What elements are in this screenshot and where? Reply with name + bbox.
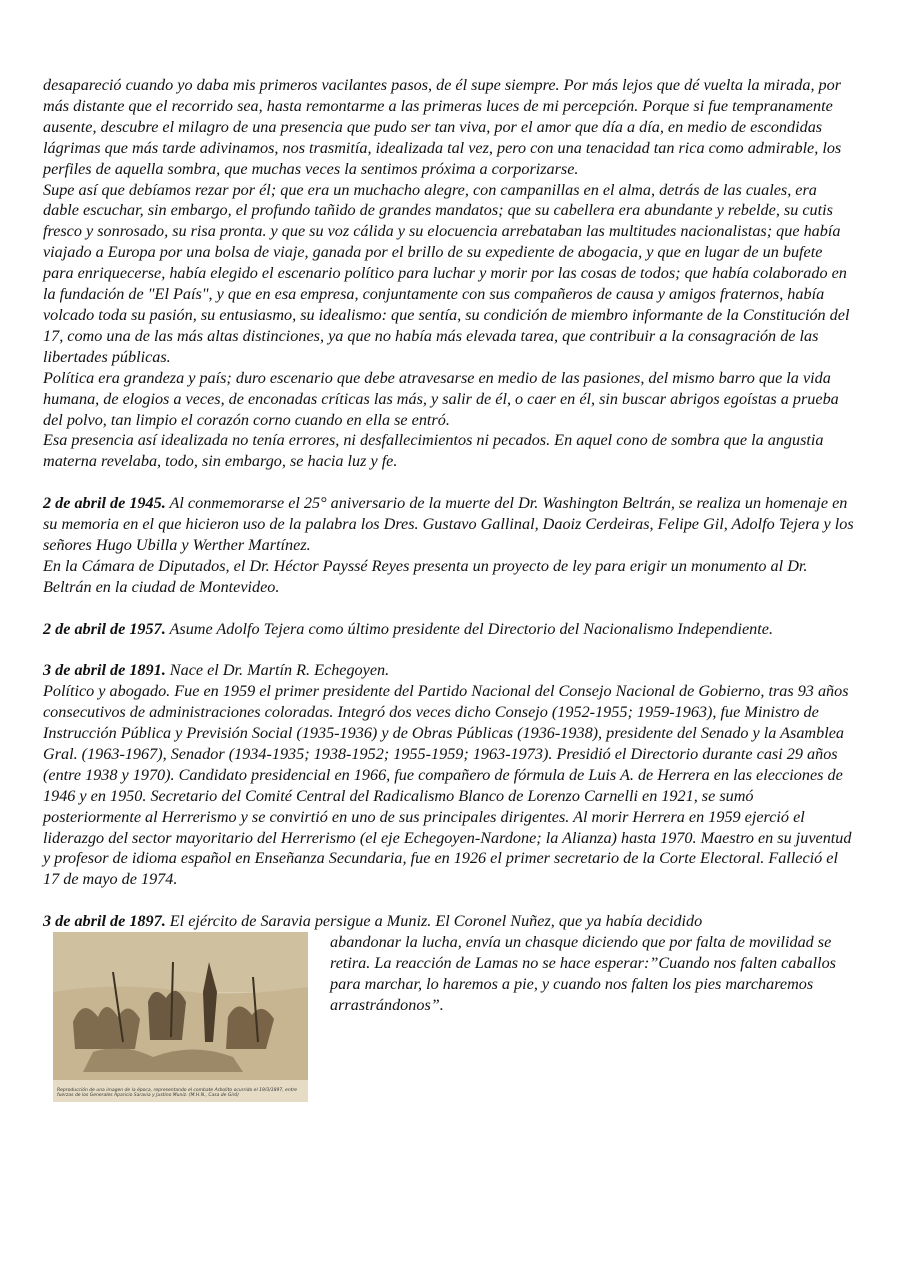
entry-date: 2 de abril de 1957. (43, 619, 166, 638)
battle-engraving-image (53, 932, 308, 1102)
entry-1891-extra: Político y abogado. Fue en 1959 el primer presidente del Partido Nacional del Consejo Nacional de Gobierno, tras 93 años consecutivos de administraciones coloradas. Integró dos veces dicho Consejo (1952-1955; 1959-1963), fue Ministro de Instrucción Pública y Previsión Social (1935-1936) y de Obras Públicas (1936-1938), presidente del Senado y la Asamblea Gral. (1963-1967), Senador (1934-1935; 1938-1952; 1955-1959; 1963-1973). Presidió el Directorio durante casi 29 años (entre 1938 y 1970). Candidato presidencial en 1966, fue compañero de fórmula de Luis A. de Herrera en las elecciones de 1946 y en 1950. Secretario del Comité Central del Radicalismo Blanco de Lorenzo Carnelli en 1921, se sumó posteriormente al Herrerismo y se convirtió en uno de sus principales dirigentes. Al morir Herrera en 1959 ejerció el liderazgo del sector mayoritario del Herrerismo (el eje Echegoyen-Nardone; la Alianza) hasta 1970. Maestro en su juventud y profesor de idioma español en Enseñanza Secundaria, fue en 1926 el primer secretario de la Corte Electoral. Falleció el 17 de mayo de 1974. (43, 682, 852, 889)
engraving-illustration (53, 932, 308, 1102)
entry-text: Al conmemorarse el 25° aniversario de la muerte del Dr. Washington Beltrán, se realiza un homenaje en su memoria en el que hicieron uso de la palabra los Dres. Gustavo Gallinal, Daoiz Cerdeiras, Felipe Gil, Adolfo Tejera y los señores Hugo Ubilla y Werther Martínez. (43, 494, 854, 554)
paragraph-politics: Política era grandeza y país; duro escenario que debe atravesarse en medio de las pasiones, del mismo barro que la vida humana, de elogios a veces, de enconadas críticas las más, y salir de él, o caer en él, sin buscar abrigos egoístas a prueba del polvo, tan limpio el corazón corno cuando en ella se entró. (43, 368, 839, 429)
image-caption: Reproducción de una imagen de la época, representando el combate Arbolito ocurrido el 19/3/1897, entre fuerzas de los Generales Aparicio Saravia y Justino Muniz. (M.H.N., Casa de Giró) (57, 1088, 298, 1099)
paragraph-biography: Supe así que debíamos rezar por él; que era un muchacho alegre, con campanillas en el alma, detrás de las cuales, era dable escuchar, sin embargo, el profundo tañido de grandes mandatos; que su cabellera era abundante y rebelde, su cutis fresco y sonrosado, su risa pronta. y que su voz cálida y su elocuencia arrebataban las multitudes nacionalistas; que había viajado a Europa por una bolsa de viaje, ganada por el brillo de su expediente de abogacia, y que en lugar de un bufete para enriquecerse, había elegido el escenario político para luchar y morir por las cosas de todos; que había colaborado en la fundación de "El País", y que en esa empresa, conjuntamente con sus compañeros de causa y amigos fraternos, había volcado toda su pasión, su entusiasmo, su idealismo: que sentía, su condición de miembro informante de la Constitución del 17, como una de las más altas distinciones, ya que no había más elevada tarea, que contribuir a la consagración de las libertades públicas. (43, 180, 850, 366)
entry-date: 2 de abril de 1945. (43, 494, 166, 513)
spacer (43, 598, 855, 619)
entry-1891 (43, 660, 855, 681)
entry-1957 (43, 619, 855, 640)
entry-date: 3 de abril de 1891. (43, 661, 166, 680)
entry-text: El ejército de Saravia persigue a Muniz. El Coronel Nuñez, que ya había decidido (165, 912, 703, 931)
spacer (43, 472, 855, 493)
entry-1897 (43, 911, 855, 932)
entry-1945 (43, 493, 855, 556)
document-page (43, 75, 855, 1108)
entry-1897-extra: abandonar la lucha, envía un chasque diciendo que por falta de movilidad se retira. La reacción de Lamas no se hace esperar:”Cuando nos falten caballos para marchar, lo haremos a pie, y cuando nos falten los pies marcharemos arrastrándonos”. (330, 933, 836, 1014)
entry-text: Nace el Dr. Martín R. Echegoyen. (165, 661, 390, 680)
paragraph-memory: desapareció cuando yo daba mis primeros vacilantes pasos, de él supe siempre. Por más lejos que dé vuelta la mirada, por más distante que el recorrido sea, hasta remontarme a las primeras luces de mi percepción. Porque si fue tempranamente ausente, descubre el milagro de una presencia que pudo ser tan viva, por el amor que día a día, en medio de escondidas lágrimas que más tarde adivinamos, nos trasmitía, idealizada tal vez, pero con una tenacidad tan rica como admirable, los perfiles de aquella sombra, que muchas veces la sentimos próxima a corporizarse. (43, 76, 842, 178)
entry-text: Asume Adolfo Tejera como último presidente del Directorio del Nacionalismo Independiente. (165, 619, 773, 638)
paragraph-presence: Esa presencia así idealizada no tenía errores, ni desfallecimientos ni pecados. En aquel cono de sombra que la angustia materna revelaba, todo, sin embargo, se hacia luz y fe. (43, 431, 824, 471)
entry-date: 3 de abril de 1897. (43, 912, 166, 931)
spacer (43, 639, 855, 660)
spacer (43, 890, 855, 911)
entry-1945-extra: En la Cámara de Diputados, el Dr. Héctor Payssé Reyes presenta un proyecto de ley para erigir un monumento al Dr. Beltrán en la ciudad de Montevideo. (43, 556, 808, 596)
